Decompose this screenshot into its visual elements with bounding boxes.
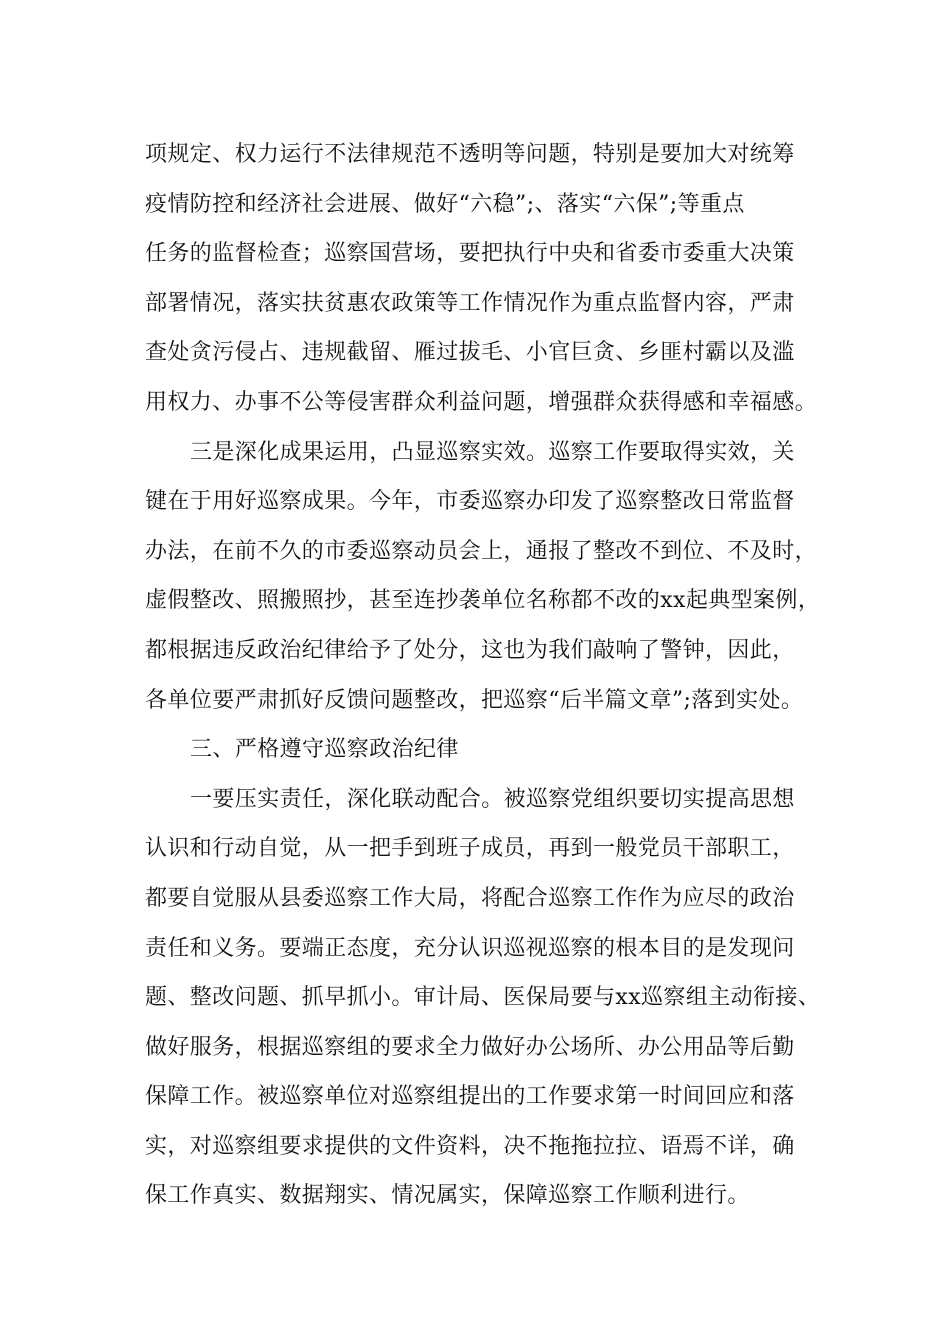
text-line: 各单位要严肃抓好反馈问题整改，把巡察“后半篇文章”;落到实处。 — [145, 687, 804, 713]
text-line: 实，对巡察组要求提供的文件资料，决不拖拖拉拉、语焉不详，确 — [145, 1133, 795, 1159]
section-heading: 三、严格遵守巡察政治纪律 — [190, 737, 459, 763]
text-line: 做好服务，根据巡察组的要求全力做好办公场所、办公用品等后勤 — [145, 1034, 795, 1060]
text-line: 部署情况，落实扶贫惠农政策等工作情况作为重点监督内容，严肃 — [145, 290, 795, 316]
text-line: 保工作真实、数据翔实、情况属实，保障巡察工作顺利进行。 — [145, 1183, 750, 1209]
text-line: 疫情防控和经济社会进展、做好“六稳”;、落实“六保”;等重点 — [145, 191, 745, 217]
text-line: 都要自觉服从县委巡察工作大局，将配合巡察工作作为应尽的政治 — [145, 885, 795, 911]
text-line: 项规定、权力运行不法律规范不透明等问题，特别是要加大对统筹 — [145, 142, 795, 167]
text-line: 查处贪污侵占、违规截留、雁过拔毛、小官巨贪、乡匪村霸以及滥 — [145, 340, 795, 366]
text-line: 虚假整改、照搬照抄，甚至连抄袭单位名称都不改的xx起典型案例， — [145, 588, 821, 614]
text-line: 都根据违反政治纪律给予了处分，这也为我们敲响了警钟，因此， — [145, 637, 795, 663]
paragraph-start-line: 一要压实责任，深化联动配合。被巡察党组织要切实提高思想 — [190, 786, 795, 812]
text-line: 责任和义务。要端正态度，充分认识巡视巡察的根本目的是发现问 — [145, 935, 795, 961]
text-line: 题、整改问题、抓早抓小。审计局、医保局要与xx巡察组主动衔接、 — [145, 985, 821, 1011]
text-line: 办法，在前不久的市委巡察动员会上，通报了整改不到位、不及时， — [145, 538, 818, 564]
text-line: 保障工作。被巡察单位对巡察组提出的工作要求第一时间回应和落 — [145, 1084, 795, 1110]
paragraph-start-line: 三是深化成果运用，凸显巡察实效。巡察工作要取得实效，关 — [190, 439, 795, 465]
text-line: 认识和行动自觉，从一把手到班子成员，再到一般党员干部职工， — [145, 836, 795, 862]
text-line: 键在于用好巡察成果。今年，市委巡察办印发了巡察整改日常监督 — [145, 489, 795, 515]
text-line: 任务的监督检查；巡察国营场，要把执行中央和省委市委重大决策 — [145, 241, 795, 267]
text-line: 用权力、办事不公等侵害群众利益问题，增强群众获得感和幸福感。 — [145, 389, 818, 415]
document-body — [145, 130, 821, 1221]
